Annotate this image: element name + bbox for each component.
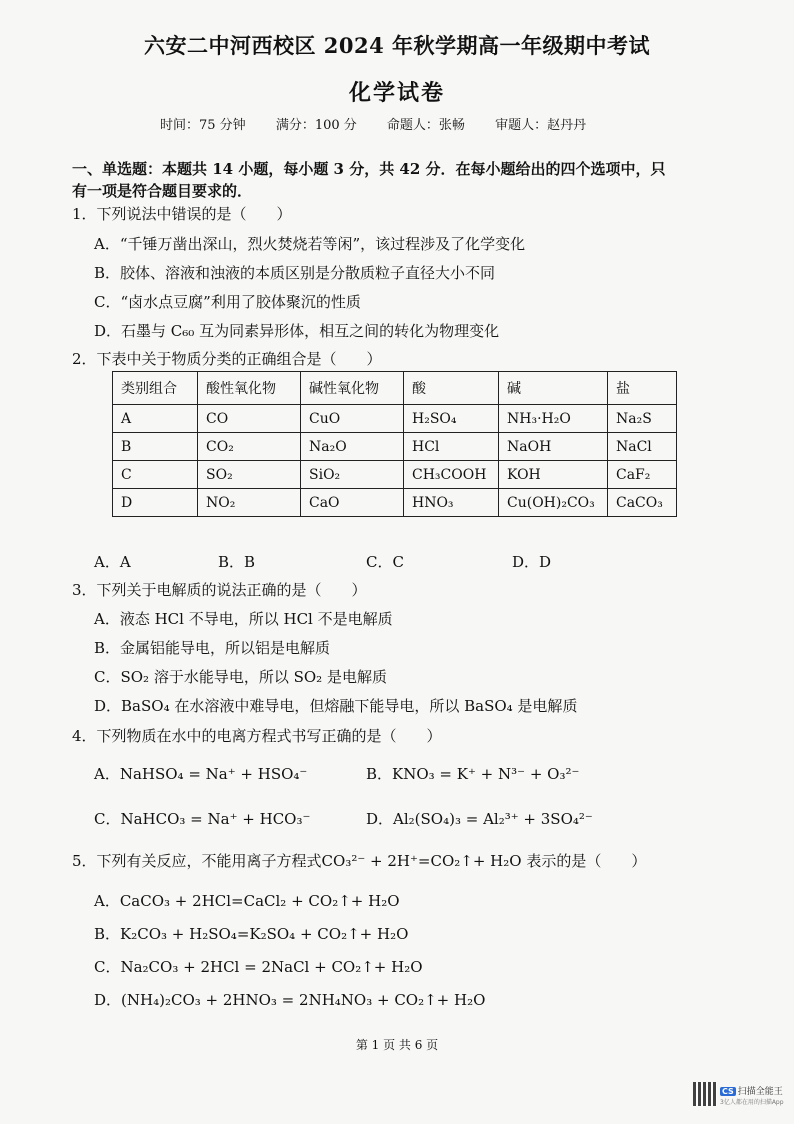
table-cell: 酸 — [404, 372, 499, 405]
table-cell: CuO — [301, 405, 404, 433]
exam-author: 命题人：张畅 — [386, 118, 465, 133]
table-cell: NO₂ — [198, 489, 301, 517]
question-3-stem: 3．下列关于电解质的说法正确的是（ ） — [72, 581, 367, 599]
table-cell: H₂SO₄ — [404, 405, 499, 433]
scanner-logo — [720, 1084, 783, 1097]
section-heading-line2: 有一项是符合题目要求的． — [72, 182, 253, 200]
table-cell: 碱性氧化物 — [301, 372, 404, 405]
table-cell: HNO₃ — [404, 489, 499, 517]
table-cell: 酸性氧化物 — [198, 372, 301, 405]
table-cell: NH₃·H₂O — [499, 405, 608, 433]
table-cell: C — [113, 461, 198, 489]
question-2-option-d: D．D — [512, 553, 552, 571]
section-heading-line1: 一、单选题：本题共 14 小题，每小题 3 分，共 42 分．在每小题给出的四个选项中，只 — [72, 160, 666, 178]
scanner-watermark — [693, 1082, 783, 1108]
question-4-option-d: D．Al₂(SO₄)₃ = Al₂³⁺ + 3SO₄²⁻ — [366, 810, 593, 828]
question-2-option-b: B．B — [218, 553, 256, 571]
table-cell: 碱 — [499, 372, 608, 405]
question-2-stem: 2．下表中关于物质分类的正确组合是（ ） — [72, 350, 382, 368]
table-cell: 类别组合 — [113, 372, 198, 405]
table-row — [113, 489, 677, 517]
question-5-stem: 5．下列有关反应，不能用离子方程式CO₃²⁻ + 2H⁺=CO₂↑+ H₂O 表示的是（ ） — [72, 852, 647, 870]
question-1-option-c: C．“卤水点豆腐”利用了胶体聚沉的性质 — [94, 293, 361, 311]
table-cell: 盐 — [608, 372, 677, 405]
table-cell: B — [113, 433, 198, 461]
table-header-row — [113, 372, 677, 405]
table-cell: SiO₂ — [301, 461, 404, 489]
question-5-option-d: D．(NH₄)₂CO₃ + 2HNO₃ = 2NH₄NO₃ + CO₂↑+ H₂O — [94, 991, 486, 1009]
question-3-option-c: C．SO₂ 溶于水能导电，所以 SO₂ 是电解质 — [94, 668, 387, 686]
question-1-option-d: D．石墨与 C₆₀ 互为同素异形体，相互之间的转化为物理变化 — [94, 322, 500, 340]
table-cell: D — [113, 489, 198, 517]
table-cell: CO₂ — [198, 433, 301, 461]
table-row — [113, 405, 677, 433]
page-number: 第 1 页 共 6 页 — [355, 1038, 439, 1052]
table-cell: CaF₂ — [608, 461, 677, 489]
question-3-option-a: A．液态 HCl 不导电，所以 HCl 不是电解质 — [94, 610, 393, 628]
exam-title: 六安二中河西校区 2024 年秋学期高一年级期中考试 — [143, 33, 651, 58]
exam-time: 时间：75 分钟 — [160, 118, 246, 133]
table-row — [113, 461, 677, 489]
scanner-tagline: 3亿人都在用的扫描App — [720, 1099, 784, 1106]
scanner-badge: CS — [722, 1087, 734, 1096]
question-4-option-c: C．NaHCO₃ = Na⁺ + HCO₃⁻ — [94, 810, 311, 828]
table-cell: CH₃COOH — [404, 461, 499, 489]
table-cell: NaCl — [608, 433, 677, 461]
classification-table — [112, 371, 677, 517]
table-cell: CaCO₃ — [608, 489, 677, 517]
table-cell: SO₂ — [198, 461, 301, 489]
question-1-option-b: B．胶体、溶液和浊液的本质区别是分散质粒子直径大小不同 — [94, 264, 496, 282]
question-5-option-b: B．K₂CO₃ + H₂SO₄=K₂SO₄ + CO₂↑+ H₂O — [94, 925, 409, 943]
question-1-stem: 1．下列说法中错误的是（ ） — [72, 205, 292, 223]
table-cell: CO — [198, 405, 301, 433]
question-4-stem: 4．下列物质在水中的电离方程式书写正确的是（ ） — [72, 727, 442, 745]
table-cell: Cu(OH)₂CO₃ — [499, 489, 608, 517]
question-4-option-a: A．NaHSO₄ = Na⁺ + HSO₄⁻ — [94, 765, 308, 783]
table-cell: NaOH — [499, 433, 608, 461]
question-5-option-c: C．Na₂CO₃ + 2HCl = 2NaCl + CO₂↑+ H₂O — [94, 958, 423, 976]
question-3-option-b: B．金属铝能导电，所以铝是电解质 — [94, 639, 331, 657]
question-2-option-a: A．A — [94, 553, 131, 571]
scanner-name: 扫描全能王 — [737, 1087, 783, 1097]
question-1-option-a: A．“千锤万凿出深山，烈火焚烧若等闲”，该过程涉及了化学变化 — [94, 235, 526, 253]
table-cell: Na₂S — [608, 405, 677, 433]
exam-score: 满分：100 分 — [275, 118, 357, 133]
table-row — [113, 433, 677, 461]
table-cell: CaO — [301, 489, 404, 517]
qr-code-icon — [693, 1082, 717, 1106]
table-cell: Na₂O — [301, 433, 404, 461]
question-3-option-d: D．BaSO₄ 在水溶液中难导电，但熔融下能导电，所以 BaSO₄ 是电解质 — [94, 697, 578, 715]
question-4-option-b: B．KNO₃ = K⁺ + N³⁻ + O₃²⁻ — [366, 765, 580, 783]
table-cell: A — [113, 405, 198, 433]
question-5-option-a: A．CaCO₃ + 2HCl=CaCl₂ + CO₂↑+ H₂O — [94, 892, 400, 910]
exam-reviewer: 审题人：赵丹丹 — [495, 118, 587, 133]
question-2-option-c: C．C — [366, 553, 404, 571]
table-cell: KOH — [499, 461, 608, 489]
exam-meta — [160, 114, 612, 133]
table-cell: HCl — [404, 433, 499, 461]
exam-subtitle: 化学试卷 — [348, 80, 445, 106]
